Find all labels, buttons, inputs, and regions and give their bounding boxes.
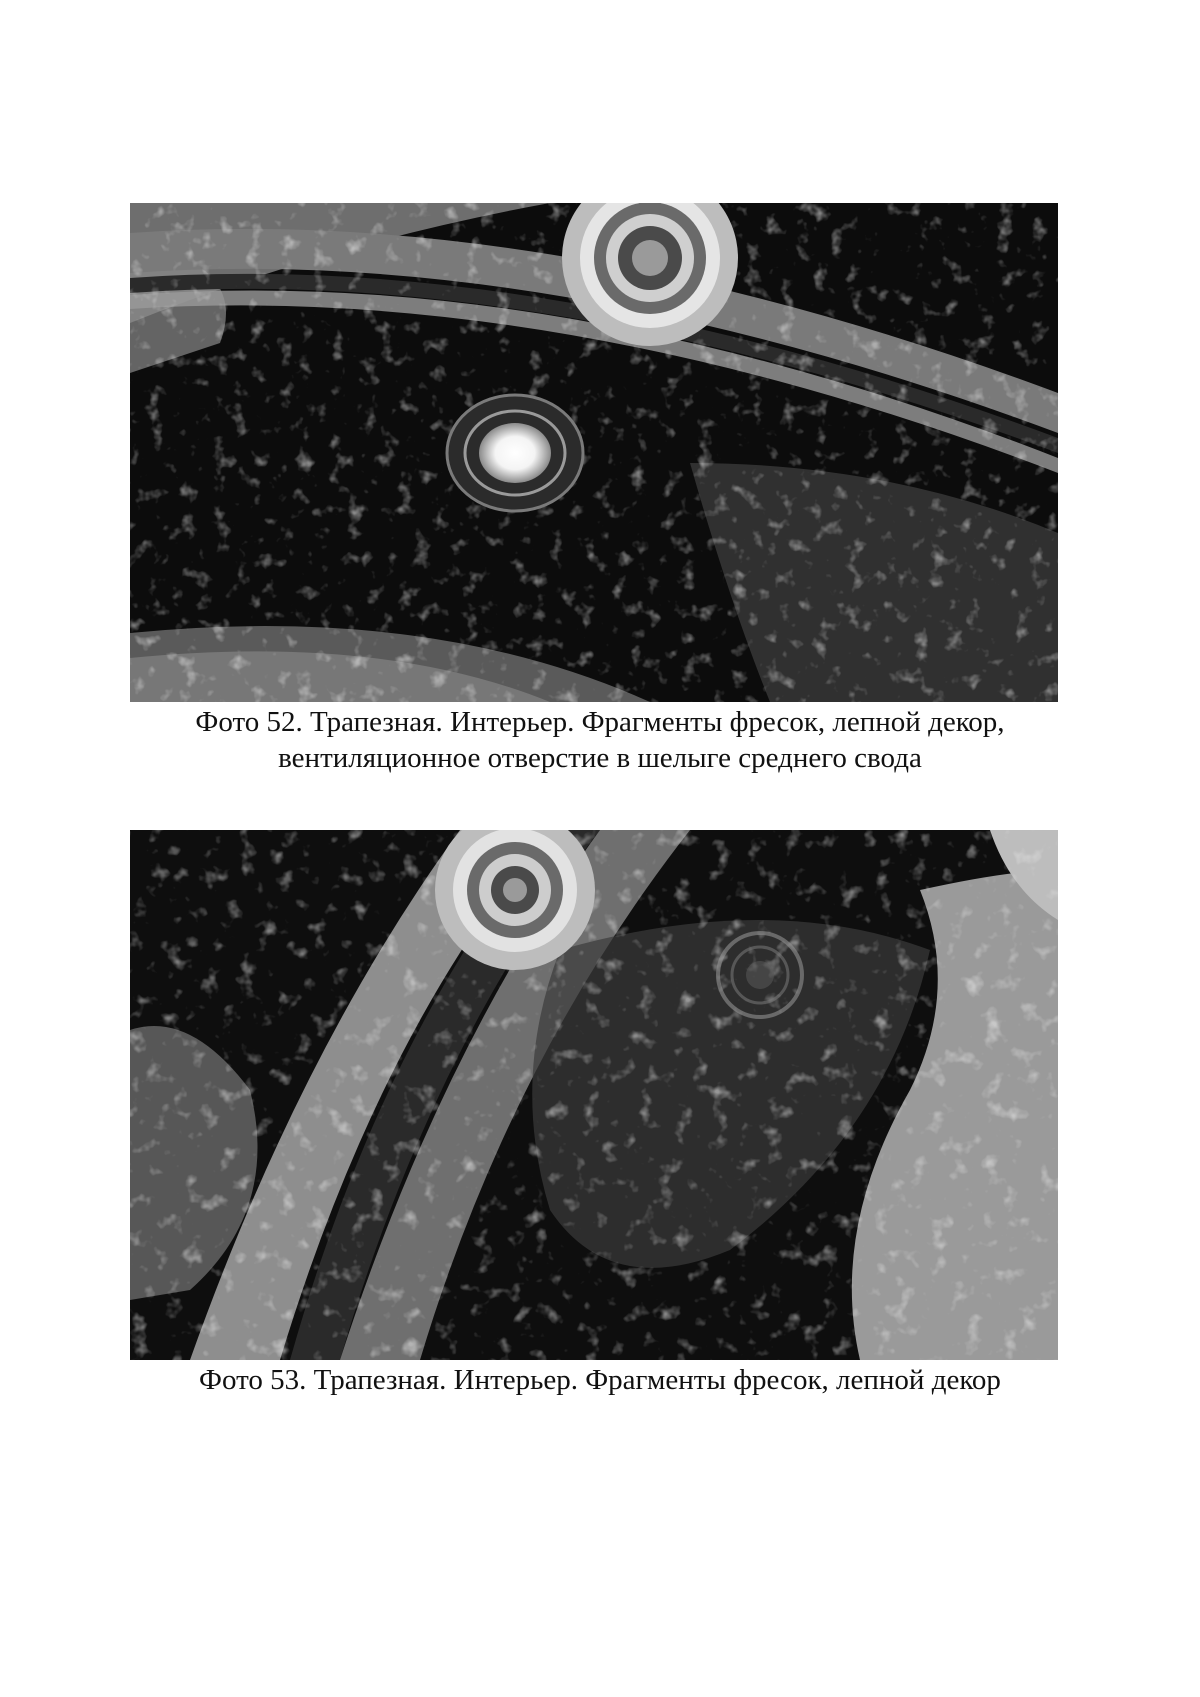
photo-53-caption (0, 1362, 1200, 1398)
photo-52-image (130, 203, 1058, 702)
ventilation-opening (447, 395, 583, 511)
photo-52-caption (0, 704, 1200, 776)
photo-53-image (130, 830, 1058, 1360)
photo-52-caption-line-2: вентиляционное отверстие в шелыге среднего свода (278, 742, 922, 774)
photo-52 (130, 203, 1058, 702)
photo-53 (130, 830, 1058, 1360)
photo-53-caption-line-1: Фото 53. Трапезная. Интерьер. Фрагменты фресок, лепной декор (199, 1364, 1001, 1396)
photo-52-caption-line-1: Фото 52. Трапезная. Интерьер. Фрагменты фресок, лепной декор, (195, 706, 1005, 738)
faded-rosette (718, 933, 802, 1017)
